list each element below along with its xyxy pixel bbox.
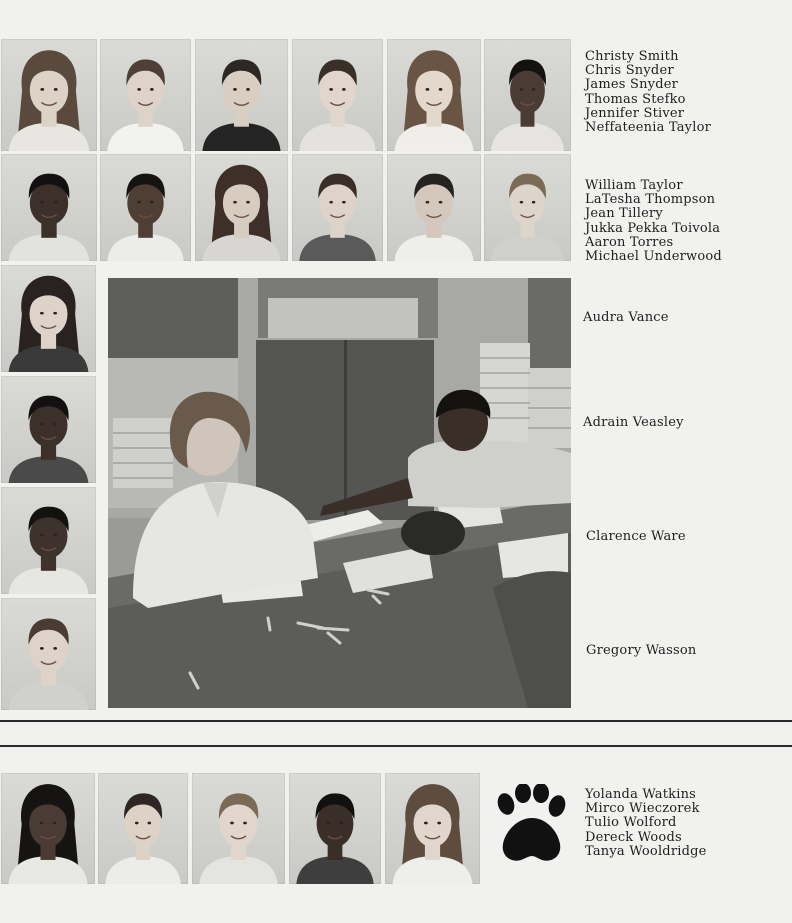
portrait-aaron-torres [387,154,481,261]
portrait-gregory-wasson [1,598,96,710]
student-name: Jennifer Stiver [585,105,685,121]
portrait-mirco-wieczorek [98,773,188,884]
portrait-neffateenia-taylor [484,39,571,151]
student-name: Aaron Torres [585,234,674,250]
portrait-jean-tillery [195,154,288,261]
portrait-clarence-ware [1,487,96,594]
portrait-michael-underwood [484,154,571,261]
portrait-jennifer-stiver [387,39,481,151]
student-name: LaTesha Thompson [585,192,716,208]
portrait-dereck-woods [289,773,381,884]
portrait-yolanda-watkins [1,773,95,884]
student-name: Tulio Wolford [585,815,677,831]
paw-print-icon [492,784,570,866]
row1-name-list [585,50,711,135]
student-name: Mirco Wieczorek [585,801,700,817]
student-name: Neffateenia Taylor [585,120,712,136]
student-name: Chris Snyder [585,63,674,79]
candid-classroom-photo [108,278,571,708]
student-name: Audra Vance [583,310,669,325]
portrait-william-taylor [1,154,97,261]
portrait-latesha-thompson [100,154,191,261]
student-name: Michael Underwood [585,249,722,265]
portrait-adrain-veasley [1,376,96,483]
student-name: William Taylor [585,178,683,193]
bottom-name-list [585,788,707,859]
student-name: Jean Tillery [585,206,663,222]
divider-rule-upper [0,720,792,722]
student-name: Gregory Wasson [586,643,697,658]
student-name: Clarence Ware [586,529,686,544]
row2-name-list [585,179,722,264]
portrait-audra-vance [1,265,96,372]
portrait-thomas-stefko [292,39,383,151]
portrait-jukka-pekka-toivola [292,154,383,261]
student-name: Thomas Stefko [585,91,686,107]
portrait-tulio-wolford [192,773,285,884]
student-name: Jukka Pekka Toivola [585,220,721,236]
student-name: Christy Smith [585,49,679,64]
student-name: James Snyder [585,77,679,93]
student-name: Tanya Wooldridge [585,843,707,859]
student-name: Dereck Woods [585,829,682,845]
student-name: Adrain Veasley [583,415,684,430]
portrait-chris-snyder [100,39,191,151]
divider-rule-lower [0,745,792,747]
portrait-tanya-wooldridge [385,773,480,884]
portrait-christy-smith [1,39,97,151]
student-name: Yolanda Watkins [585,787,697,802]
portrait-james-snyder [195,39,288,151]
